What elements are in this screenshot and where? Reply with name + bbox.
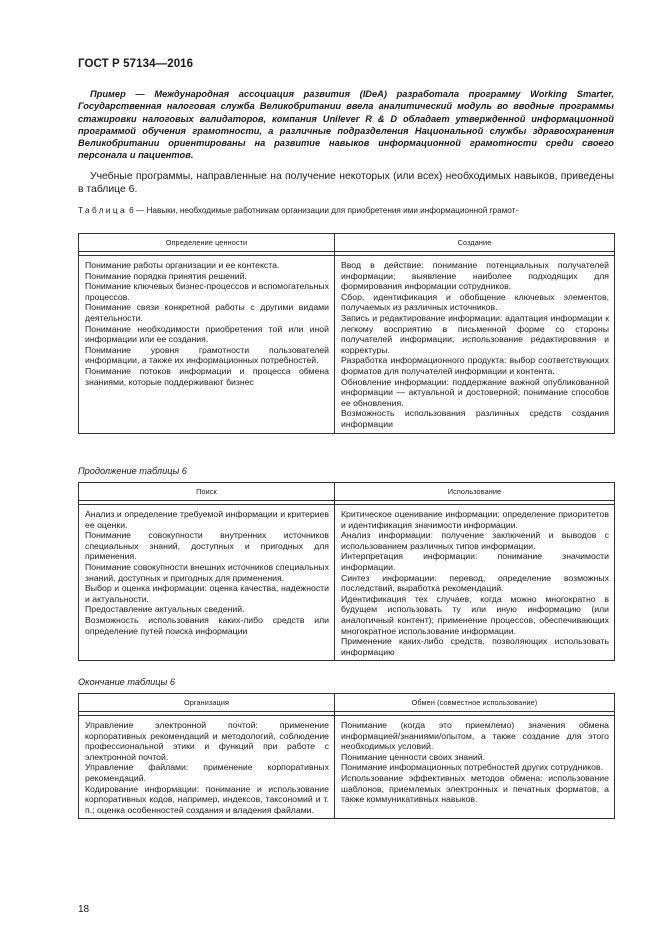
intro-paragraph: Учебные программы, направленные на получение некоторых (или всех) необходимых навыков, приведены в таблице 6. <box>78 171 614 196</box>
table-caption-label: Таблица <box>78 206 127 215</box>
cell-text: Ввод в действие: понимание потенциальных получателей информации; выявление наиболее подходящих для формирования информации сотрудников. Сбор, идентификация и обобщение ключевых элементов, получаемых из различных источников. Запись и редактирование информации: адаптация информации к легкому восприятию в письменной форме со стороны получателей информации; использование редактирования и корректуры. Разработка информационного продукта: выбор соответствующих форматов для получателей информации и контента. Обновление информации: поддержание важной опубликованной информации — актуальной и достоверной; понимание способов ее обновления. Возможность использования различных средств создания информации <box>341 260 609 429</box>
table-end-label: Окончание таблицы 6 <box>78 677 175 687</box>
table-caption-text: 6 — Навыки, необходимые работникам организации для приобретения ими информационной грамот- <box>126 206 519 215</box>
table-6-part-2 <box>78 482 615 661</box>
table-continuation-label: Продолжение таблицы 6 <box>78 466 187 476</box>
document-code: ГОСТ Р 57134—2016 <box>78 58 194 70</box>
column-header: Организация <box>79 694 335 712</box>
table-cell <box>335 256 615 434</box>
cell-text: Понимание (когда это приемлемо) значения обмена информацией/знаниями/опытом, а также создание для этого необходимых условий. Понимание ценности своих знаний. Понимание информационных потребностей других сотрудников. Использование эффективных методов обмена: использование шаблонов, приемлемых электронных и печатных форматов, а также коммуникативных навыков. <box>341 720 609 805</box>
example-paragraph: Пример — Международная ассоциация развития (IDeA) разработала программу Working Smarter, Государственная налоговая служба Великобритании ввела аналитический модуль во вводные программы стажировки налоговых валидаторов, компания Unilever R & D обладает утвержденной информационной программой обучения грамотности, а различные подразделения Национальной службы здравоохранения Великобритании ориентированы на развитие навыков информационной грамотности среди своего персонала и пациентов. <box>78 89 614 161</box>
cell-text: Критическое оценивание информации: определение приоритетов и идентификация значимости информации. Анализ информации: получение заключений и выводов с использованием различных типов информации. Интерпретация информации: понимание значимости информации. Синтез информации: перевод, определение возможных последствий, выработка рекомендаций. Идентификация тех случаев, когда можно многократно в будущем использовать ту или иную информацию (или аналогичный контент); применение процессов, обеспечивающих многократное использование информации. Применение каких-либо средств, позволяющих использовать информацию <box>341 509 609 657</box>
table-6-part-1 <box>78 233 615 434</box>
table-cell <box>335 505 615 661</box>
cell-text: Понимание работы организации и ее контекста. Понимание порядка принятия решений. Понимание ключевых бизнес-процессов и вспомогательных процессов. Понимание связи конкретной работы с другими видами деятельности. Понимание необходимости приобретения той или иной информации или ее создания. Понимание уровня грамотности пользователей информации, а также их информационных потребностей. Понимание потоков информации и процесса обмена знаниями, которые поддерживают бизнес <box>85 260 329 387</box>
table-cell <box>79 505 335 661</box>
page-number: 18 <box>78 904 90 915</box>
cell-text: Анализ и определение требуемой информации и критериев ее оценки. Понимание совокупности внутренних источников специальных знаний, доступных и пригодных для применения. Понимание совокупности внешних источников специальных знаний, доступных и пригодных для применения. Выбор и оценка информации: оценка качества, надежности и актуальности. Предоставление актуальных сведений. Возможность использования каких-либо средств или определение путей поиска информации <box>85 509 330 636</box>
cell-text: Управление электронной почтой: применение корпоративных рекомендаций и методологий, соблюдение профессиональной этики и функций при работе с электронной почтой. Управление файлами: применение корпоративных рекомендаций. Кодирование информации: понимание и использование корпоративных кодов, например, индексов, таксономий и т. п.; оценка особенностей создания и владения файлами. <box>85 720 329 815</box>
column-header: Поиск <box>79 483 335 501</box>
table-6-part-3 <box>78 693 615 819</box>
table-caption <box>78 205 618 216</box>
column-header: Использование <box>335 483 615 501</box>
table-cell <box>335 716 615 819</box>
column-header: Обмен (совместное использование) <box>335 694 615 712</box>
table-cell <box>79 716 335 819</box>
column-header: Создание <box>335 234 615 252</box>
column-header: Определение ценности <box>79 234 335 252</box>
table-cell <box>79 256 335 434</box>
